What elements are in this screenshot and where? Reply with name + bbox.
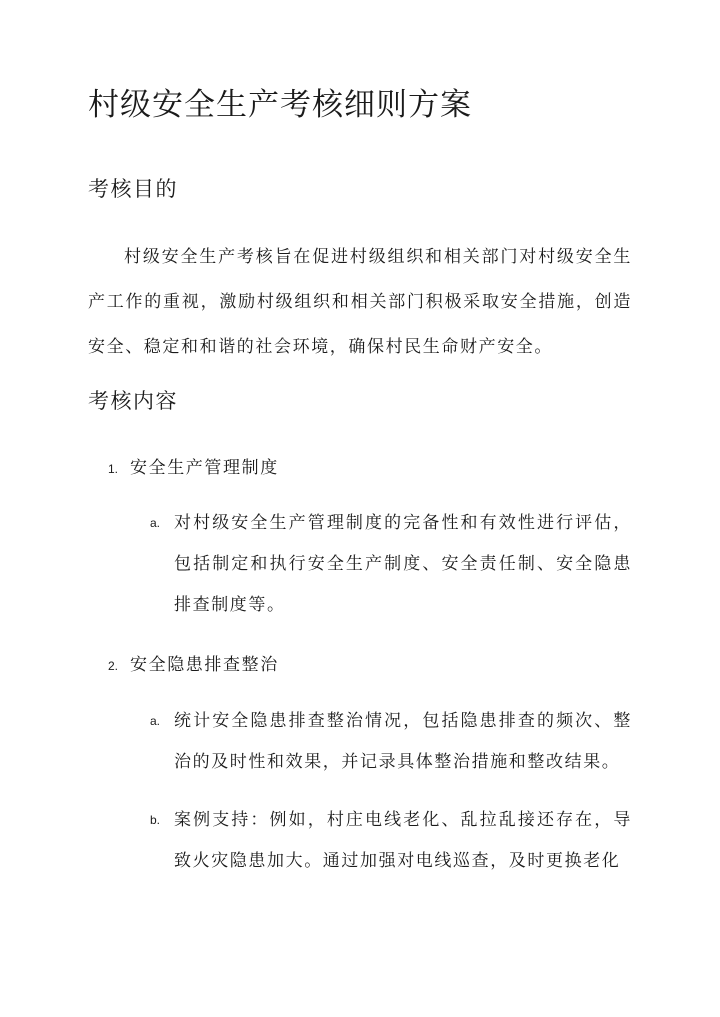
sub-item-mark: a. — [150, 516, 161, 530]
list-item-label: 安全隐患排查整治 — [130, 655, 279, 675]
list-item-number: 1. — [108, 461, 119, 476]
sub-item-text: 统计安全隐患排查整治情况，包括隐患排查的频次、整治的及时性和效果，并记录具体整治措施和整改结果。 — [174, 711, 632, 772]
sub-item-system-evaluation — [150, 503, 632, 626]
section-heading-content: 考核内容 — [88, 389, 178, 413]
sub-item-mark: b. — [150, 813, 161, 827]
sub-item-mark: a. — [150, 714, 161, 728]
list-item-label: 安全生产管理制度 — [130, 458, 279, 478]
list-item-number: 2. — [108, 658, 119, 673]
section-heading-purpose: 考核目的 — [88, 177, 178, 201]
document-title: 村级安全生产考核细则方案 — [88, 87, 472, 123]
list-item-hazard-inspection — [108, 650, 279, 681]
sub-item-hazard-statistics — [150, 701, 632, 783]
purpose-paragraph: 村级安全生产考核旨在促进村级组织和相关部门对村级安全生产工作的重视，激励村级组织和相关部门积极采取安全措施，创造安全、稳定和和谐的社会环境，确保村民生命财产安全。 — [88, 247, 632, 357]
list-item-management-system — [108, 453, 279, 484]
sub-item-text: 案例支持：例如，村庄电线老化、乱拉乱接还存在，导致火灾隐患加大。通过加强对电线巡查，及时更换老化 — [174, 810, 632, 871]
sub-item-case-support — [150, 800, 632, 882]
sub-item-text: 对村级安全生产管理制度的完备性和有效性进行评估，包括制定和执行安全生产制度、安全责任制、安全隐患排查制度等。 — [174, 513, 632, 615]
